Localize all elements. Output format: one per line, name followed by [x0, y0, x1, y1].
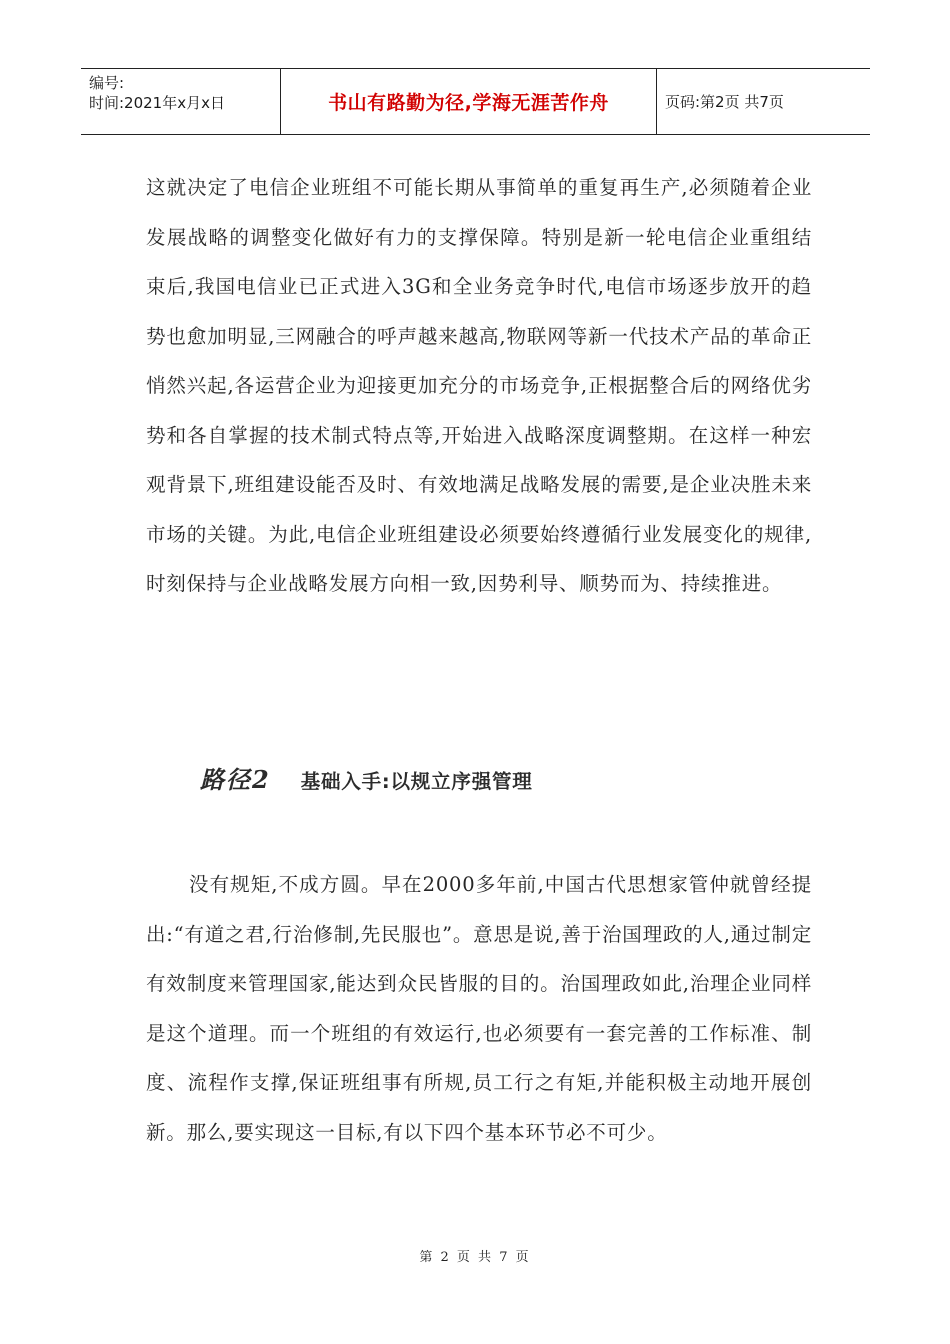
- header-meta-cell: [81, 69, 281, 134]
- document-number-label: 编号:: [89, 74, 125, 92]
- page-footer: 第 2 页 共 7 页: [419, 1250, 531, 1265]
- section-heading: [200, 760, 533, 795]
- section-title: 基础入手:以规立序强管理: [300, 770, 533, 793]
- body-paragraph-1: 这就决定了电信企业班组不可能长期从事简单的重复再生产,必须随着企业发展战略的调整变化做好有力的支撑保障。特别是新一轮电信企业重组结束后,我国电信业已正式进入3G和全业务竞争时代,电信市场逐步放开的趋势也愈加明显,三网融合的呼声越来越高,物联网等新一代技术产品的革命正悄然兴起,各运营企业为迎接更加充分的市场竞争,正根据整合后的网络优劣势和各自掌握的技术制式特点等,开始进入战略深度调整期。在这样一种宏观背景下,班组建设能否及时、有效地满足战略发展的需要,是企业决胜未来市场的关键。为此,电信企业班组建设必须要始终遵循行业发展变化的规律,时刻保持与企业战略发展方向相一致,因势利导、顺势而为、持续推进。: [146, 176, 812, 595]
- document-header: [81, 68, 870, 135]
- section-label: 路径2: [200, 765, 271, 794]
- header-motto: 书山有路勤为径,学海无涯苦作舟: [281, 69, 657, 134]
- header-page-number: 页码:第2页 共7页: [665, 93, 784, 111]
- document-date-label: 时间:2021年x月x日: [89, 94, 225, 112]
- body-paragraph-2: 没有规矩,不成方圆。早在2000多年前,中国古代思想家管仲就曾经提出:“有道之君,行治修制,先民服也”。意思是说,善于治国理政的人,通过制定有效制度来管理国家,能达到众民皆服的目的。治国理政如此,治理企业同样是这个道理。而一个班组的有效运行,也必须要有一套完善的工作标准、制度、流程作支撑,保证班组事有所规,员工行之有矩,并能积极主动地开展创新。那么,要实现这一目标,有以下四个基本环节必不可少。: [146, 873, 812, 1144]
